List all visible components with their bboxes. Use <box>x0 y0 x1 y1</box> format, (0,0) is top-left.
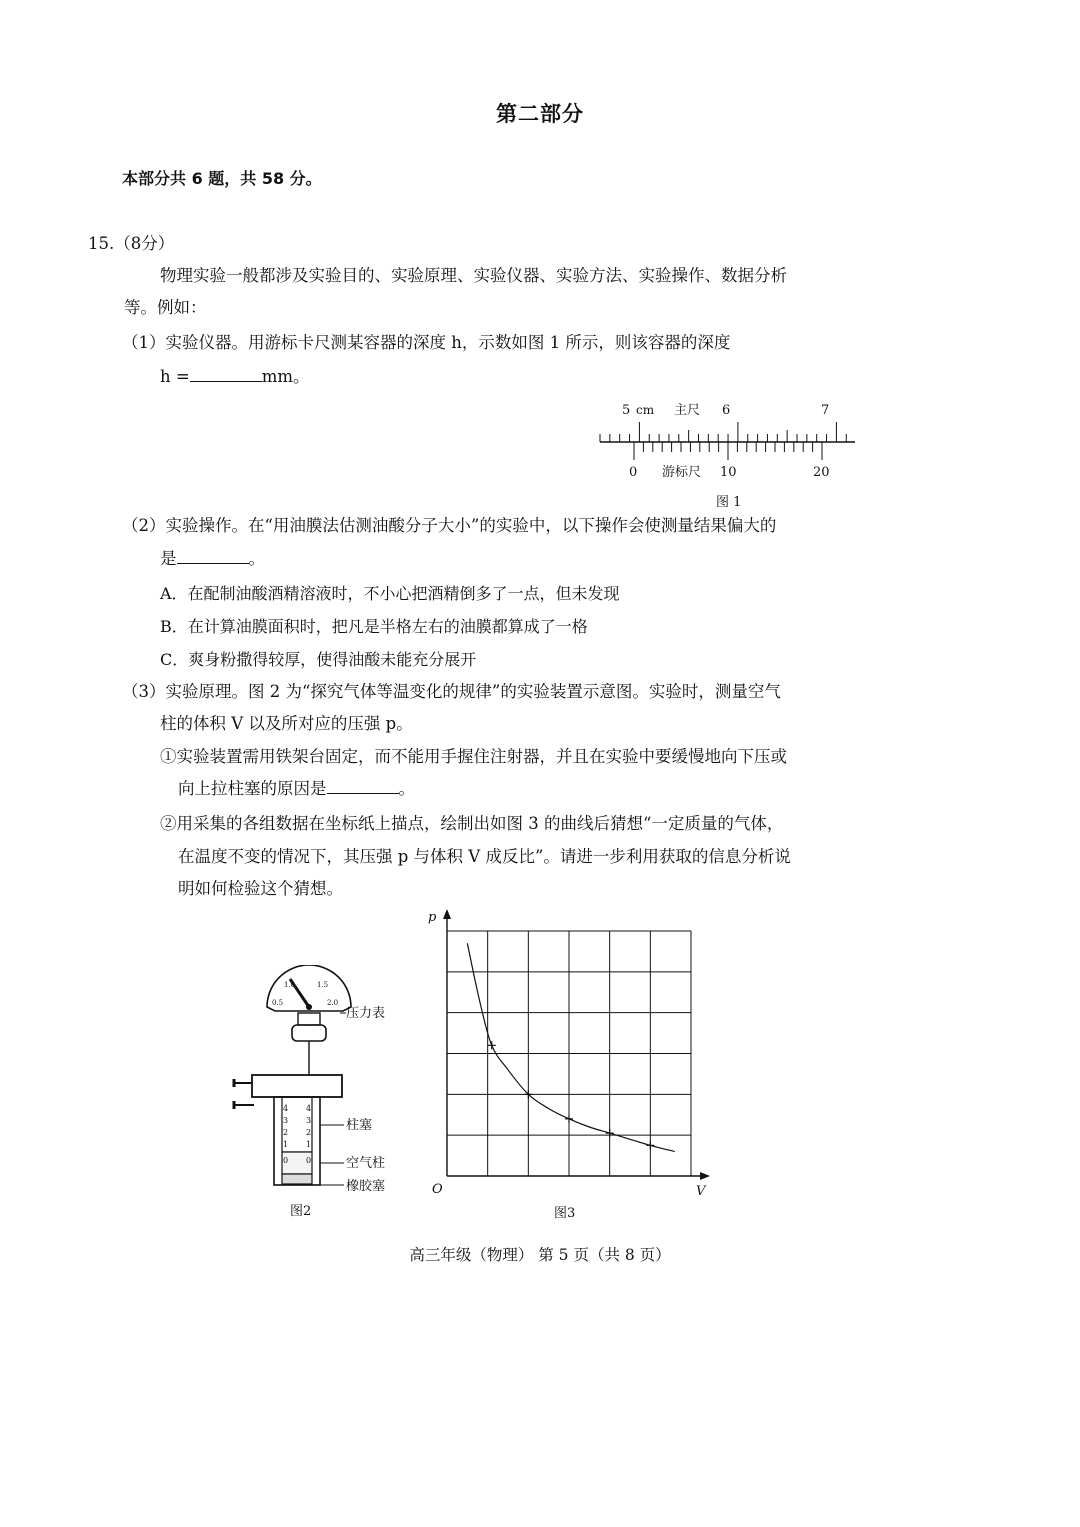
label-zhusai: 柱塞 <box>346 1118 373 1133</box>
data-point <box>606 1129 614 1137</box>
sub3-q2-line2: 在温度不变的情况下，其压强 p 与体积 V 成反比”。请进一步利用获取的信息分析说 <box>178 847 791 866</box>
data-point <box>646 1141 654 1149</box>
vernier-scale-ticks <box>634 442 822 460</box>
sub3-q1-suffix: 。 <box>398 779 415 798</box>
vernier-label-0: 0 <box>629 465 638 480</box>
label-xiangjiaosai: 橡胶塞 <box>346 1179 386 1194</box>
fig3-caption: 图3 <box>554 1206 576 1221</box>
sub3-q2-line1: ②用采集的各组数据在坐标纸上描点，绘制出如图 3 的曲线后猜想“一定质量的气体， <box>160 814 784 833</box>
question-number: 15.（8分） <box>88 234 175 253</box>
main-label-5: 5 <box>622 403 631 418</box>
sub2-line1: （2）实验操作。在“用油膜法估测油酸分子大小”的实验中，以下操作会使测量结果偏大的 <box>122 516 777 535</box>
option-c[interactable]: C．爽身粉撒得较厚，使得油酸未能充分展开 <box>160 650 477 669</box>
data-point <box>488 1041 496 1049</box>
question-intro-line1: 物理实验一般都涉及实验目的、实验原理、实验仪器、实验方法、实验操作、数据分析 <box>160 266 787 285</box>
fig2-caption: 图2 <box>290 1204 312 1219</box>
main-label-zhuchi: 主尺 <box>674 403 701 418</box>
sub1-answer-blank[interactable] <box>190 367 262 382</box>
pv-curve <box>467 943 674 1151</box>
gauge-connector <box>292 1025 326 1041</box>
sub3-q1-answer-blank[interactable] <box>327 779 399 794</box>
scale-4-right: 4 <box>306 1104 312 1113</box>
vernier-label-20: 20 <box>813 465 830 480</box>
option-a[interactable]: A．在配制油酸酒精溶液时，不小心把酒精倒多了一点，但未发现 <box>160 584 620 603</box>
y-axis-label: p <box>428 910 437 925</box>
sub2-answer-blank[interactable] <box>177 549 249 564</box>
scale-3-left: 3 <box>283 1116 289 1125</box>
scale-0-left: 0 <box>283 1156 289 1165</box>
sub3-q1-line1: ①实验装置需用铁架台固定，而不能用手握住注射器，并且在实验中要缓慢地向下压或 <box>160 747 787 766</box>
sub3-q1-answer-line <box>178 778 415 800</box>
rubber-stopper <box>282 1174 312 1184</box>
fig2-apparatus <box>220 965 420 1225</box>
fig1-caption: 图 1 <box>716 495 742 510</box>
scale-4-left: 4 <box>283 1104 289 1113</box>
iron-clamp <box>252 1075 342 1097</box>
scale-1-right: 1 <box>306 1140 312 1149</box>
data-point <box>565 1115 573 1123</box>
main-label-6: 6 <box>722 403 731 418</box>
option-b[interactable]: B．在计算油膜面积时，把凡是半格左右的油膜都算成了一格 <box>160 617 588 636</box>
gauge-tick-0-5: 0.5 <box>272 999 284 1007</box>
vernier-label-10: 10 <box>720 465 737 480</box>
sub3-line1: （3）实验原理。图 2 为“探究气体等温变化的规律”的实验装置示意图。实验时，测量空气 <box>122 682 781 701</box>
gauge-tick-1-0: 1.0 <box>284 981 296 989</box>
scale-3-right: 3 <box>306 1116 312 1125</box>
scale-2-right: 2 <box>306 1128 312 1137</box>
gauge-tick-1-5: 1.5 <box>317 981 329 989</box>
sub2-prefix: 是 <box>160 549 177 568</box>
main-label-cm: cm <box>636 403 655 417</box>
fig3-pv-graph <box>420 905 720 1225</box>
sub1-unit: mm。 <box>261 367 310 386</box>
fig1-vernier-caliper <box>590 398 870 513</box>
label-kongqizhu: 空气柱 <box>346 1156 386 1171</box>
sub3-q2-line3: 明如何检验这个猜想。 <box>178 879 343 898</box>
data-points <box>488 1041 655 1149</box>
x-axis-label: V <box>696 1184 706 1199</box>
gauge-tick-2-0: 2.0 <box>327 999 339 1007</box>
gauge-pivot <box>306 1004 312 1010</box>
graph-grid <box>447 931 691 1176</box>
label-yalibiao: 压力表 <box>346 1006 386 1021</box>
sub3-line2: 柱的体积 V 以及所对应的压强 p。 <box>160 714 413 733</box>
question-intro-line2: 等。例如： <box>124 298 207 317</box>
gauge-neck <box>298 1013 320 1025</box>
sub1-line1: （1）实验仪器。用游标卡尺测某容器的深度 h，示数如图 1 所示，则该容器的深度 <box>122 333 731 352</box>
sub2-suffix: 。 <box>248 549 265 568</box>
part-title: 第二部分 <box>496 102 584 126</box>
sub1-answer-line <box>160 366 310 388</box>
part-intro: 本部分共 6 题，共 58 分。 <box>122 169 322 188</box>
page-footer: 高三年级（物理） 第 5 页（共 8 页） <box>409 1246 671 1264</box>
scale-1-left: 1 <box>283 1140 289 1149</box>
y-axis-arrow <box>443 909 451 919</box>
sub1-prefix: h = <box>160 367 190 386</box>
main-scale-ticks <box>600 422 846 442</box>
main-label-7: 7 <box>821 403 830 418</box>
scale-0-right: 0 <box>306 1156 312 1165</box>
sub3-q1-prefix: 向上拉柱塞的原因是 <box>178 779 327 798</box>
scale-2-left: 2 <box>283 1128 289 1137</box>
vernier-label-youbiaochi: 游标尺 <box>662 465 702 480</box>
sub2-answer-line <box>160 548 265 570</box>
x-axis-arrow <box>700 1172 710 1180</box>
origin-label: O <box>432 1182 443 1197</box>
